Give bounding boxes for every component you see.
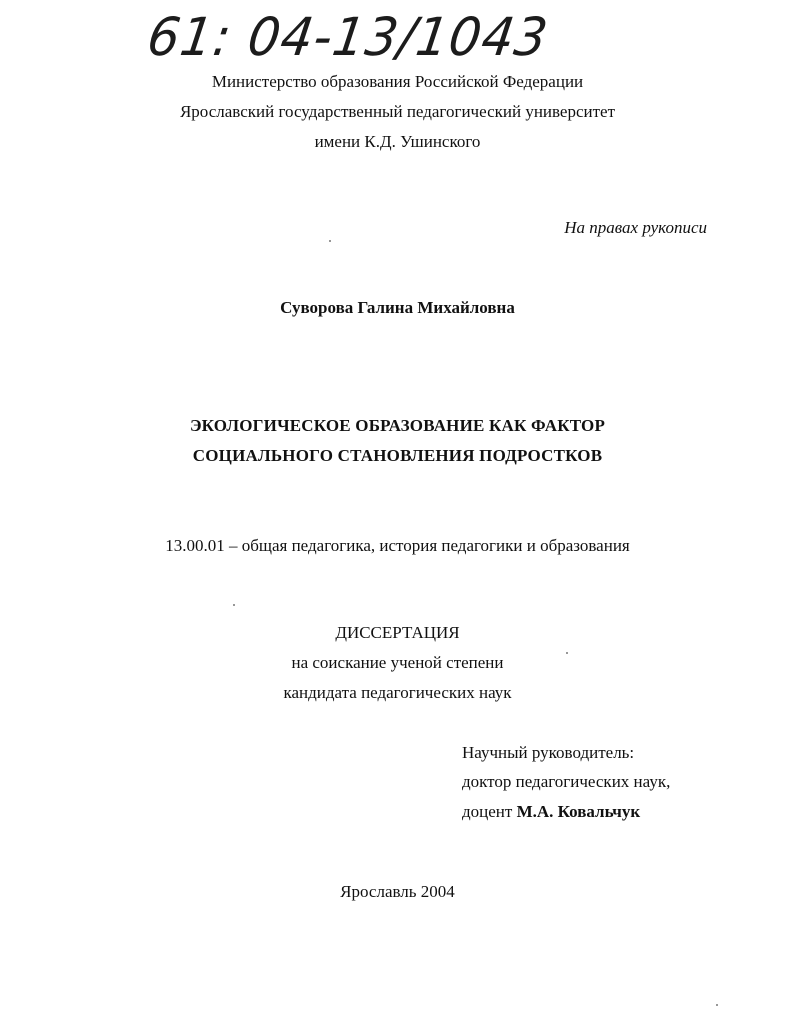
supervisor-label: Научный руководитель:	[462, 743, 635, 762]
specialty-code: 13.00.01 – общая педагогика, история педагогики и образования	[165, 536, 630, 555]
dissertation-title-line-1: ЭКОЛОГИЧЕСКОЕ ОБРАЗОВАНИЕ КАК ФАКТОР	[189, 416, 606, 435]
university-name: Ярославский государственный педагогический университет	[179, 102, 616, 121]
supervisor-title: доктор педагогических наук,	[462, 772, 671, 791]
manuscript-note: На правах рукописи	[564, 218, 707, 237]
scan-speck	[566, 652, 568, 654]
supervisor-position: доцент	[462, 802, 513, 821]
degree-purpose: на соискание ученой степени	[291, 653, 504, 672]
supervisor-name: М.А. Ковальчук	[516, 802, 641, 821]
degree-name: кандидата педагогических наук	[283, 683, 512, 702]
handwritten-archive-code: 61: 04-13/1043	[143, 6, 553, 68]
university-named-after: имени К.Д. Ушинского	[314, 132, 481, 151]
scan-speck	[716, 1004, 718, 1006]
document-type: ДИССЕРТАЦИЯ	[335, 623, 460, 642]
author-name: Суворова Галина Михайловна	[280, 298, 515, 317]
scan-speck	[233, 604, 235, 606]
ministry-name: Министерство образования Российской Федерации	[211, 72, 584, 91]
city-year: Ярославль 2004	[340, 882, 455, 901]
scan-speck	[329, 240, 331, 242]
dissertation-title-line-2: СОЦИАЛЬНОГО СТАНОВЛЕНИЯ ПОДРОСТКОВ	[192, 446, 603, 465]
supervisor-line	[462, 802, 640, 822]
